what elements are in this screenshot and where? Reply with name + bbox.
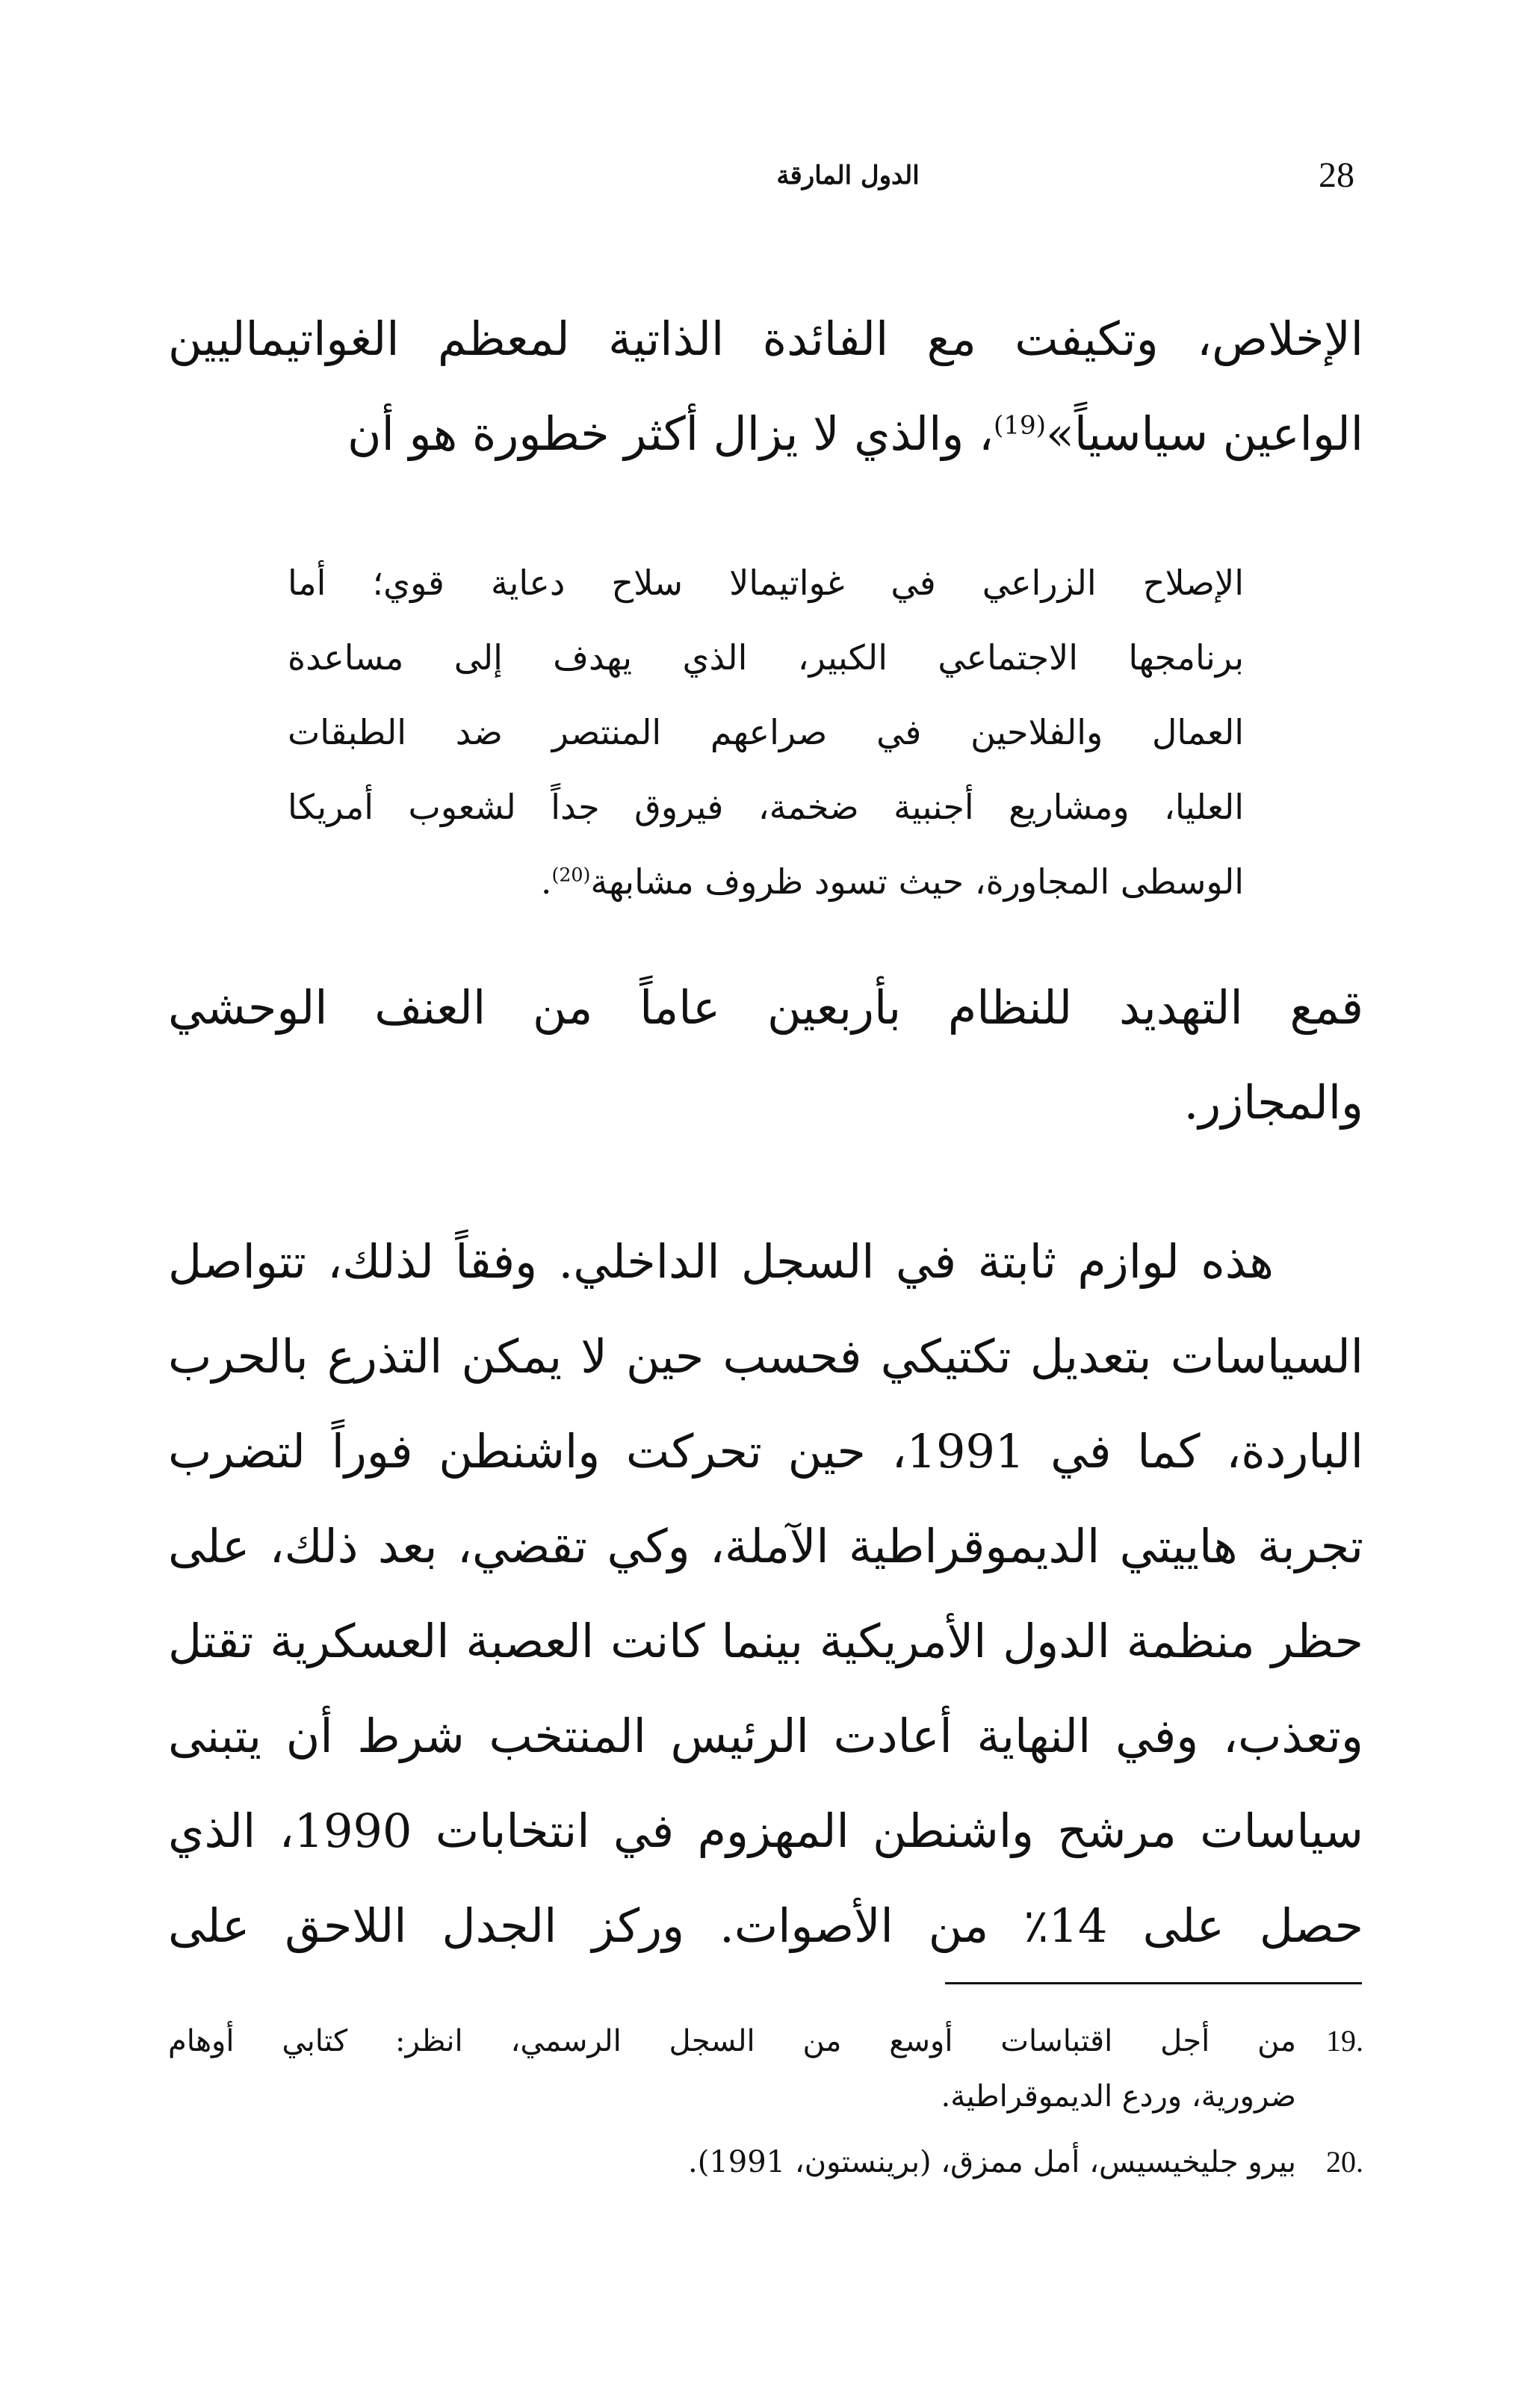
quote-line bbox=[288, 844, 1244, 919]
footnote-line: من أجل اقتباسات أوسع من السجل الرسمي، انظر: كتابي أوهام bbox=[168, 2024, 1297, 2058]
page-header bbox=[168, 153, 1363, 205]
footnote-line: بيرو جليخيسيس، أمل ممزق، (برينستون، 1991). bbox=[688, 2145, 1296, 2179]
quote-line: برنامجها الاجتماعي الكبير، الذي يهدف إلى مساعدة bbox=[288, 637, 1244, 678]
paragraph-line-segment: ، والذي لا يزال أكثر خطورة هو أن bbox=[347, 406, 994, 461]
paragraph-line: حصل على 14٪ من الأصوات. وركز الجدل اللاحق على bbox=[168, 1898, 1363, 1953]
quote-line: العمال والفلاحين في صراعهم المنتصر ضد الطبقات bbox=[288, 712, 1244, 752]
page-number: 28 bbox=[1319, 155, 1354, 195]
main-paragraph bbox=[168, 1214, 1363, 1973]
quote-line: العليا، ومشاريع أجنبية ضخمة، فيروق جداً لشعوب أمريكا bbox=[288, 787, 1244, 827]
intro-paragraph bbox=[168, 291, 1363, 481]
paragraph-line: وتعذب، وفي النهاية أعادت الرئيس المنتخب شرط أن يتبنى bbox=[168, 1709, 1363, 1763]
footnote-line: ضرورية، وردع الديموقراطية. bbox=[941, 2079, 1296, 2114]
quote-line: الإصلاح الزراعي في غواتيمالا سلاح دعاية قوي؛ أما bbox=[288, 563, 1244, 603]
continuation-paragraph bbox=[168, 960, 1363, 1150]
paragraph-line: حظر منظمة الدول الأمريكية بينما كانت العصبة العسكرية تقتل bbox=[168, 1614, 1363, 1668]
footnote-divider bbox=[945, 1982, 1362, 1984]
footnote-number: 20. bbox=[1326, 2145, 1363, 2179]
paragraph-line: هذه لوازم ثابتة في السجل الداخلي. وفقاً لذلك، تتواصل bbox=[168, 1234, 1274, 1289]
paragraph-line: سياسات مرشح واشنطن المهزوم في انتخابات 1990، الذي bbox=[168, 1804, 1363, 1858]
footnote-number: 19. bbox=[1326, 2024, 1363, 2058]
footnote-ref-19: (19) bbox=[994, 410, 1046, 441]
footnote-19 bbox=[168, 2014, 1363, 2124]
paragraph-line: تجربة هاييتي الديموقراطية الآملة، وكي تقضي، بعد ذلك، على bbox=[168, 1519, 1363, 1573]
paragraph-line: الباردة، كما في 1991، حين تحركت واشنطن فوراً لتضرب bbox=[168, 1424, 1363, 1479]
running-title: الدول المارقة bbox=[776, 161, 920, 191]
paragraph-line-segment: الواعين سياسياً» bbox=[1045, 406, 1363, 461]
footnote-20 bbox=[168, 2135, 1363, 2190]
paragraph-line bbox=[168, 386, 1363, 481]
paragraph-line: والمجازر. bbox=[1183, 1075, 1363, 1130]
paragraph-line: السياسات بتعديل تكتيكي فحسب حين لا يمكن التذرع بالحرب bbox=[168, 1329, 1363, 1384]
paragraph-line: قمع التهديد للنظام بأربعين عاماً من العنف الوحشي bbox=[168, 980, 1363, 1035]
quote-line-segment: . bbox=[540, 861, 552, 902]
footnote-ref-20: (20) bbox=[551, 864, 591, 886]
block-quote bbox=[288, 545, 1244, 919]
quote-line-segment: الوسطى المجاورة، حيث تسود ظروف مشابهة bbox=[590, 861, 1244, 902]
paragraph-line: الإخلاص، وتكيفت مع الفائدة الذاتية لمعظم الغواتيماليين bbox=[168, 312, 1363, 366]
footnotes bbox=[168, 2014, 1363, 2190]
